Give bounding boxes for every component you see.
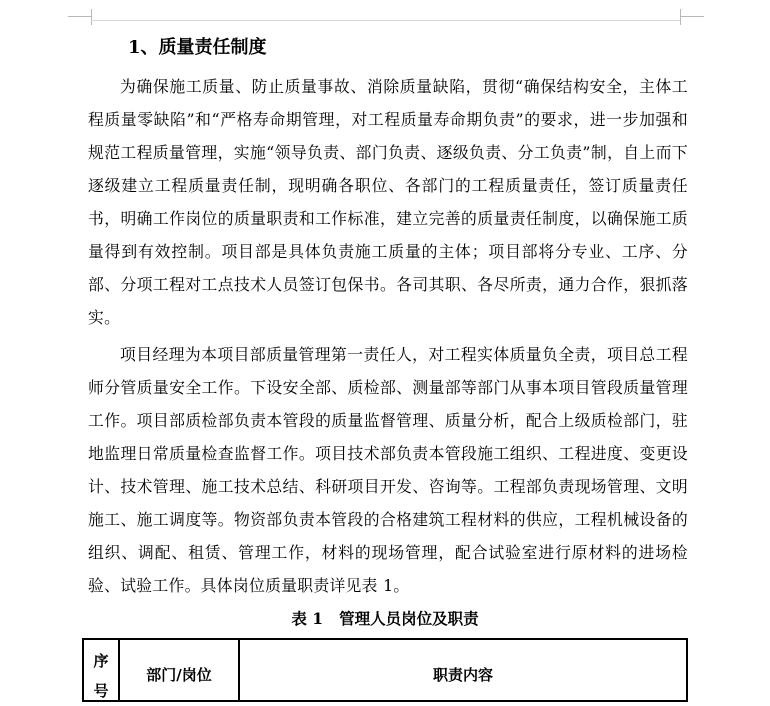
page-header-rule (91, 20, 680, 21)
body-paragraph-2: 项目经理为本项目部质量管理第一责任人，对工程实体质量负全责，项目总工程师分管质量安全工作。下设安全部、质检部、测量部等部门从事本项目管段质量管理工作。项目部质检部负责本管段的质量监督管理、质量分析，配合上级质检部门，驻地监理日常质量检查监督工作。项目技术部负责本管段施工组织、工程进度、变更设计、技术管理、施工技术总结、科研项目开发、咨询等。工程部负责现场管理、文明施工、施工调度等。物资部负责本管段的合格建筑工程材料的供应，工程机械设备的组织、调配、租赁、管理工作，材料的现场管理，配合试验室进行原材料的进场检验、试验工作。具体岗位质量职责详见表 1。 (88, 345, 688, 595)
header-cell-duty (239, 639, 687, 701)
duty-table-container (82, 638, 688, 698)
crop-mark-top-right-h (680, 16, 704, 17)
body-paragraph-1: 为确保施工质量、防止质量事故、消除质量缺陷，贯彻“确保结构安全，主体工程质量零缺陷”和“严格寿命期管理，对工程质量寿命期负责”的要求，进一步加强和规范工程质量管理，实施“领导负责、部门负责、逐级负责、分工负责”制，自上而下逐级建立工程质量责任制，现明确各职位、各部门的工程质量责任，签订质量责任书，明确工作岗位的质量职责和工作标准，建立完善的质量责任制度，以确保施工质量得到有效控制。项目部是具体负责施工质量的主体；项目部将分专业、工序、分部、分项工程对工点技术人员签订包保书。各司其职、各尽所责，通力合作，狠抓落实。 (88, 77, 688, 327)
crop-mark-top-right-v (680, 9, 681, 25)
section-heading: 1、质量责任制度 (128, 37, 267, 58)
crop-mark-top-left-h (68, 16, 91, 17)
table-caption: 表 1 管理人员岗位及职责 (291, 609, 479, 628)
header-dept-label: 部门/岗位 (146, 665, 212, 684)
header-cell-dept (119, 639, 239, 701)
duty-table (82, 638, 688, 702)
crop-mark-top-left-v (91, 9, 92, 25)
header-seq-label: 序号 (93, 652, 109, 700)
header-duty-label: 职责内容 (432, 665, 493, 684)
table-header-row (83, 639, 687, 701)
header-cell-seq (83, 639, 119, 701)
